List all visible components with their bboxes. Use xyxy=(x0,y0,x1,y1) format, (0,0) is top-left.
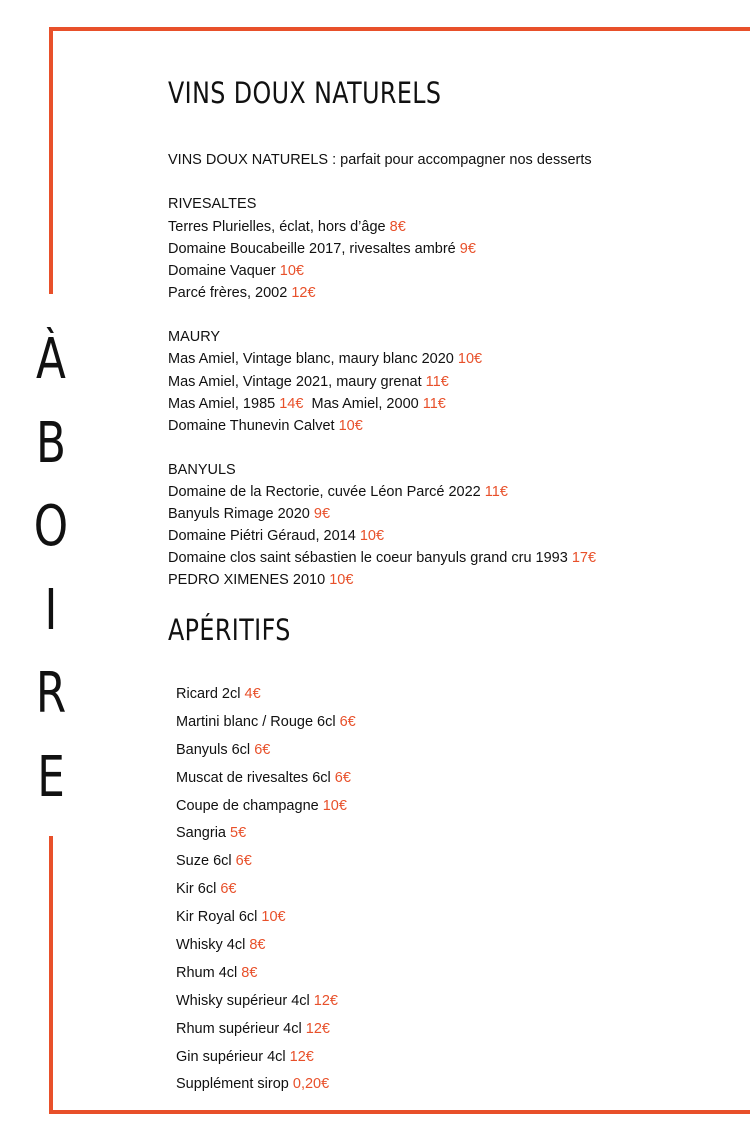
vertical-letter: O xyxy=(33,494,69,559)
frame-left-border-upper xyxy=(49,27,53,294)
menu-item xyxy=(176,936,356,964)
item-name: Domaine Piétri Géraud, 2014 xyxy=(168,528,356,544)
item-price: 6€ xyxy=(220,881,237,898)
item-price: 8€ xyxy=(389,219,406,235)
menu-item xyxy=(168,262,304,280)
menu-item xyxy=(168,395,446,413)
item-price: 10€ xyxy=(457,351,483,367)
menu-item xyxy=(168,549,596,567)
item-name: Sangria xyxy=(176,825,226,842)
item-name: Martini blanc / Rouge 6cl xyxy=(176,713,336,730)
group-heading-rivesaltes: RIVESALTES xyxy=(168,196,257,212)
item-price: 8€ xyxy=(241,964,258,981)
item-price: 9€ xyxy=(459,241,476,257)
section-title-vins-doux: VINS DOUX NATURELS xyxy=(168,76,442,110)
item-name: Ricard 2cl xyxy=(176,686,241,702)
item-name: Kir Royal 6cl xyxy=(176,909,258,926)
item-name: Banyuls Rimage 2020 xyxy=(168,506,310,522)
menu-item xyxy=(168,218,406,236)
item-price: 10€ xyxy=(261,909,286,926)
menu-item xyxy=(176,824,356,852)
menu-item xyxy=(176,797,356,825)
item-name: Banyuls 6cl xyxy=(176,741,251,758)
frame-left-border-lower xyxy=(49,836,53,1114)
menu-item xyxy=(176,852,356,880)
item-price: 17€ xyxy=(571,550,597,566)
item-price: 12€ xyxy=(291,285,316,301)
vertical-letter: B xyxy=(36,410,66,476)
menu-item xyxy=(176,741,356,769)
item-name: Domaine de la Rectorie, cuvée Léon Parcé 2022 xyxy=(168,484,481,500)
item-name: Rhum 4cl xyxy=(176,964,238,981)
item-price: 14€ xyxy=(279,396,304,412)
item-name: Domaine clos saint sébastien le coeur banyuls grand cru 1993 xyxy=(168,550,568,566)
vertical-title-a-boire xyxy=(25,318,76,819)
item-price: 12€ xyxy=(289,1048,314,1065)
item-price: 10€ xyxy=(329,572,354,588)
item-price: 6€ xyxy=(334,769,351,786)
item-price: 10€ xyxy=(279,263,304,279)
item-price: 0,20€ xyxy=(292,1076,330,1093)
item-price: 11€ xyxy=(425,374,449,390)
menu-item xyxy=(168,483,508,501)
item-price: 6€ xyxy=(339,713,356,730)
frame-bottom-border xyxy=(49,1110,750,1114)
item-price: 6€ xyxy=(235,853,252,870)
menu-item xyxy=(176,1048,356,1076)
item-name: Suze 6cl xyxy=(176,853,232,870)
item-name: Gin supérieur 4cl xyxy=(176,1048,286,1065)
menu-item xyxy=(176,908,356,936)
menu-item xyxy=(168,571,353,589)
item-name: PEDRO XIMENES 2010 xyxy=(168,572,326,588)
item-name: Whisky 4cl xyxy=(176,937,246,954)
menu-item xyxy=(168,284,316,302)
item-name: Mas Amiel, Vintage blanc, maury blanc 2020 xyxy=(168,351,454,367)
item-price: 8€ xyxy=(249,937,266,954)
item-price: 10€ xyxy=(359,528,385,544)
menu-item xyxy=(168,240,476,258)
item-price: 9€ xyxy=(313,506,331,522)
item-name: Whisky supérieur 4cl xyxy=(176,992,310,1009)
menu-item xyxy=(176,1020,356,1048)
item-name: Domaine Boucabeille 2017, rivesaltes ambré xyxy=(168,241,456,257)
menu-item xyxy=(176,685,356,713)
item-price: 4€ xyxy=(244,686,261,702)
menu-item xyxy=(176,769,356,797)
item-name: Mas Amiel, 1985 xyxy=(168,396,276,412)
section-intro: VINS DOUX NATURELS : parfait pour accompagner nos desserts xyxy=(168,152,592,168)
item-name: Supplément sirop xyxy=(176,1076,289,1093)
group-heading-banyuls: BANYULS xyxy=(168,462,236,478)
item-name: Parcé frères, 2002 xyxy=(168,285,288,301)
menu-item xyxy=(176,880,356,908)
item-name: Mas Amiel, Vintage 2021, maury grenat xyxy=(168,374,422,390)
vertical-letter: E xyxy=(37,744,65,810)
group-heading-maury: MAURY xyxy=(168,329,221,345)
menu-item xyxy=(168,373,449,391)
menu-item xyxy=(168,527,384,545)
menu-item xyxy=(176,713,356,741)
aperitifs-list xyxy=(176,685,356,1103)
menu-item xyxy=(176,992,356,1020)
item-name: Domaine Vaquer xyxy=(168,263,276,279)
item-name: Kir 6cl xyxy=(176,881,217,898)
section-title-aperitifs: APÉRITIFS xyxy=(168,613,291,647)
item-price: 12€ xyxy=(313,992,338,1009)
item-name: Coupe de champagne xyxy=(176,797,319,814)
item-price: 5€ xyxy=(230,825,247,842)
item-price: 11€ xyxy=(422,396,446,412)
vertical-letter: I xyxy=(44,577,58,643)
menu-item xyxy=(176,964,356,992)
menu-item xyxy=(168,417,363,435)
menu-item xyxy=(168,350,482,368)
item-price: 6€ xyxy=(254,741,271,758)
menu-item xyxy=(176,1075,356,1103)
item-price: 10€ xyxy=(322,797,347,814)
item-name: Terres Plurielles, éclat, hors d’âge xyxy=(168,219,386,235)
item-price: 10€ xyxy=(338,418,363,434)
item-name: Muscat de rivesaltes 6cl xyxy=(176,769,331,786)
item-price: 12€ xyxy=(305,1020,330,1037)
item-price: 11€ xyxy=(484,484,508,500)
item-name: Domaine Thunevin Calvet xyxy=(168,418,335,434)
vertical-letter: R xyxy=(35,661,67,726)
frame-top-border xyxy=(49,27,750,31)
item-name: Mas Amiel, 2000 xyxy=(311,396,419,412)
item-name: Rhum supérieur 4cl xyxy=(176,1020,302,1037)
vertical-letter: À xyxy=(36,327,66,392)
menu-item xyxy=(168,505,330,523)
